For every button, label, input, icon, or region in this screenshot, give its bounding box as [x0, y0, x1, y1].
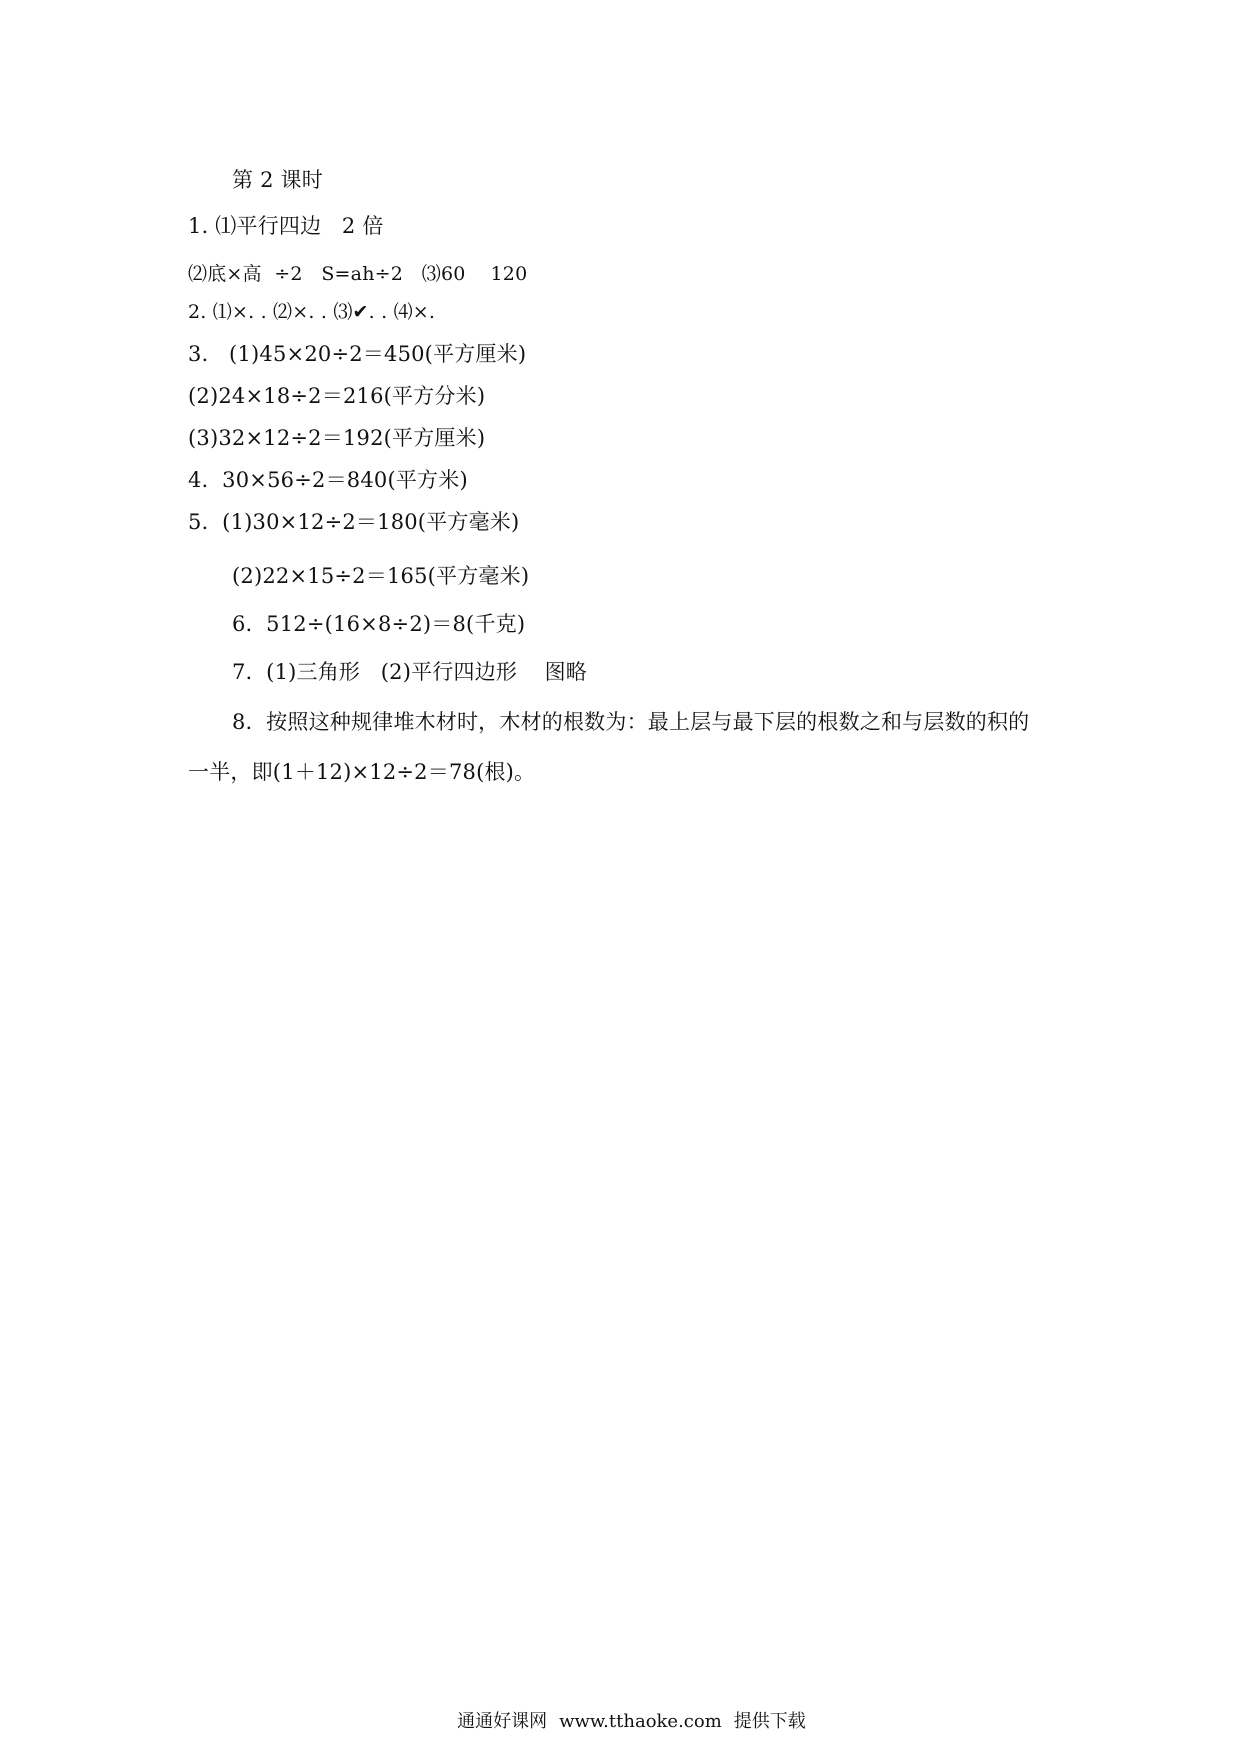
section-title: 第 2 课时 — [232, 168, 323, 192]
footer-site-name: 通通好课网 — [457, 1711, 548, 1732]
footer-note: 提供下载 — [733, 1711, 806, 1732]
answer-line-1: 1. ⑴平行四边 2 倍 — [188, 214, 384, 238]
answer-line-4: 4. 30×56÷2＝840(平方米) — [188, 468, 468, 492]
answer-line-6: 6. 512÷(16×8÷2)＝8(千克) — [232, 612, 526, 636]
page-footer — [0, 1686, 1240, 1758]
answer-line-3-3: (3)32×12÷2＝192(平方厘米) — [188, 426, 486, 450]
answer-line-5: 5. (1)30×12÷2＝180(平方毫米) — [188, 510, 520, 534]
answer-line-2: 2. ⑴×. . ⑵×. . ⑶✔. . ⑷×. — [188, 301, 436, 323]
answer-line-8: 8. 按照这种规律堆木材时，木材的根数为：最上层与最下层的根数之和与层数的积的 — [232, 710, 1030, 734]
answer-line-3-2: (2)24×18÷2＝216(平方分米) — [188, 384, 486, 408]
answer-line-7: 7. (1)三角形 (2)平行四边形 图略 — [232, 660, 588, 684]
answer-line-3: 3. (1)45×20÷2＝450(平方厘米) — [188, 342, 527, 366]
answer-line-5-2: (2)22×15÷2＝165(平方毫米) — [232, 564, 530, 588]
answer-line-1-cont: ⑵底×高 ÷2 S=ah÷2 ⑶60 120 — [188, 263, 528, 285]
answer-line-8-cont: 一半，即(1＋12)×12÷2＝78(根)。 — [188, 760, 536, 784]
footer-url[interactable]: www.tthaoke.com — [559, 1711, 722, 1732]
